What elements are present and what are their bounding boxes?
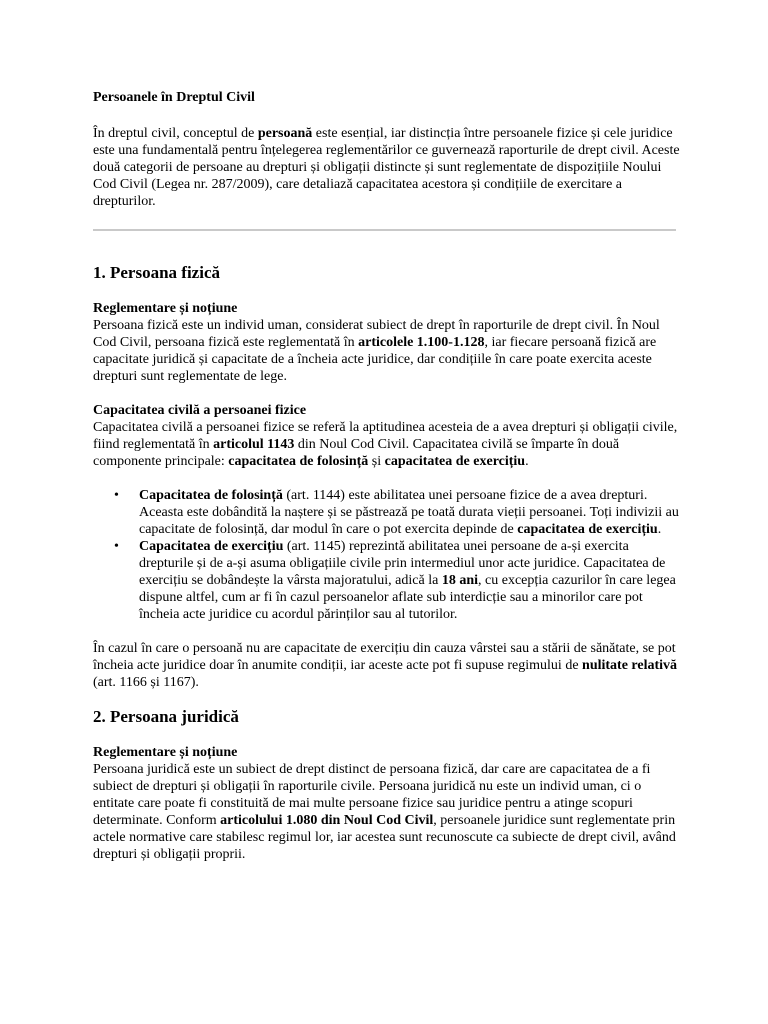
bullet-icon: • [114, 539, 119, 554]
text-run: Persoana fizică este un individ uman, considerat subiect de drept în raporturile de drept civil. În Noul Cod Civil, persoana fizică este reglementată în [93, 318, 660, 350]
document-title: Persoanele în Dreptul Civil [93, 90, 255, 105]
bold-text-run: articolului 1.080 din Noul Cod Civil [220, 813, 434, 828]
bold-text-run: capacitatea de exercițiu [517, 522, 658, 537]
list-item [93, 538, 683, 623]
text-run: . [525, 454, 529, 469]
list-item-text [139, 488, 679, 537]
text-run: (art. 1166 și 1167). [93, 675, 199, 690]
paragraph-persoana-juridica-notiune [93, 761, 683, 863]
bold-text-run: persoană [257, 126, 313, 141]
bold-text-run: capacitatea de folosință [228, 454, 369, 469]
section-heading-persoana-fizica: 1. Persoana fizică [93, 263, 220, 282]
paragraph-nulitate-relativa [93, 640, 683, 691]
text-run: , iar fiecare persoană fizică are capacitate juridică și capacitate de a încheia acte juridice, dar condițiile în care poate exercita aceste drepturi sunt reglementate de lege. [93, 335, 657, 384]
text-run: , persoanele juridice sunt reglementate prin actele normative care stabilesc regimul lor, iar acestea sunt recunoscute ca subiecte de drept civil, având drepturi și obligații proprii. [93, 813, 676, 862]
bold-text-run: Capacitatea de folosință [139, 488, 283, 503]
paragraph-persoana-fizica-notiune [93, 317, 683, 385]
text-run: , cu excepția cazurilor în care legea dispune altfel, cum ar fi în cazul persoanelor aflate sub interdicție sau a minorilor care pot încheia acte juridice cu acordul părinților sau al tutorilor. [139, 573, 676, 622]
text-run: În cazul în care o persoană nu are capacitate de exercițiu din cauza vârstei sau a stării de sănătate, se pot încheia acte juridice doar în anumite condiții, iar aceste acte pot fi supuse regimului de [93, 641, 676, 673]
bold-text-run: nulitate relativă [582, 658, 678, 673]
subheading-reglementare-juridica: Reglementare și noțiune [93, 745, 238, 760]
bold-text-run: Capacitatea de exercițiu [139, 539, 284, 554]
subheading-capacitatea-civila: Capacitatea civilă a persoanei fizice [93, 403, 307, 418]
text-run: (art. 1144) este abilitatea unei persoane fizice de a avea drepturi. Aceasta este dobândită la naștere și se păstrează pe toată durata vieții persoanei. Toți indivizii au capacitate de folosință, dar modul în care o pot exercita depinde de [139, 488, 679, 537]
text-run: Persoana juridică este un subiect de drept distinct de persoana fizică, dar care are capacitatea de a fi subiect de drepturi și obligații în raporturile civile. Persoana juridică nu este un individ uman, ci o entitate care poate fi constituită de mai multe persoane fizice sau juridice pentru a atinge scopuri determinate. Conform [93, 762, 651, 828]
subheading-reglementare-fizica: Reglementare și noțiune [93, 301, 238, 316]
bold-text-run: articolul 1143 [213, 437, 295, 452]
text-run: și [368, 454, 385, 469]
section-heading-persoana-juridica: 2. Persoana juridică [93, 707, 239, 726]
bullet-icon: • [114, 488, 119, 503]
text-run: este esențial, iar distincția între persoanele fizice și cele juridice este una fundamentală pentru înțelegerea reglementărilor ce guvernează raporturile de drept civil. Aceste două categorii de persoane au drepturi și obligații distincte și sunt reglementate de dispozițiile Noului Cod Civil (Legea nr. 287/2009), care detaliază capacitatea acestora și condițiile de exercitare a drepturilor. [93, 126, 680, 209]
bold-text-run: 18 ani [441, 573, 479, 588]
text-run: (art. 1145) reprezintă abilitatea unei persoane de a-și exercita drepturile și de a-și asuma obligațiile civile prin intermediul unor acte juridice. Capacitatea de exercițiu se dobândește la vârsta majoratului, adică la [139, 539, 666, 588]
intro-paragraph [93, 125, 683, 210]
text-run: În dreptul civil, conceptul de [93, 126, 258, 141]
text-run: din Noul Cod Civil. Capacitatea civilă se împarte în două componente principale: [93, 437, 620, 469]
capacity-bullet-list [93, 487, 683, 623]
section-divider [93, 229, 676, 231]
list-item [93, 487, 683, 538]
document-page [93, 86, 683, 863]
bold-text-run: articolele 1.100-1.128 [358, 335, 485, 350]
text-run: Capacitatea civilă a persoanei fizice se referă la aptitudinea acesteia de a avea drepturi și obligații civile, fiind reglementată în [93, 420, 678, 452]
paragraph-capacitatea-civila [93, 419, 683, 470]
text-run: . [657, 522, 662, 537]
list-item-text [139, 539, 676, 622]
bold-text-run: capacitatea de exercițiu [384, 454, 526, 469]
